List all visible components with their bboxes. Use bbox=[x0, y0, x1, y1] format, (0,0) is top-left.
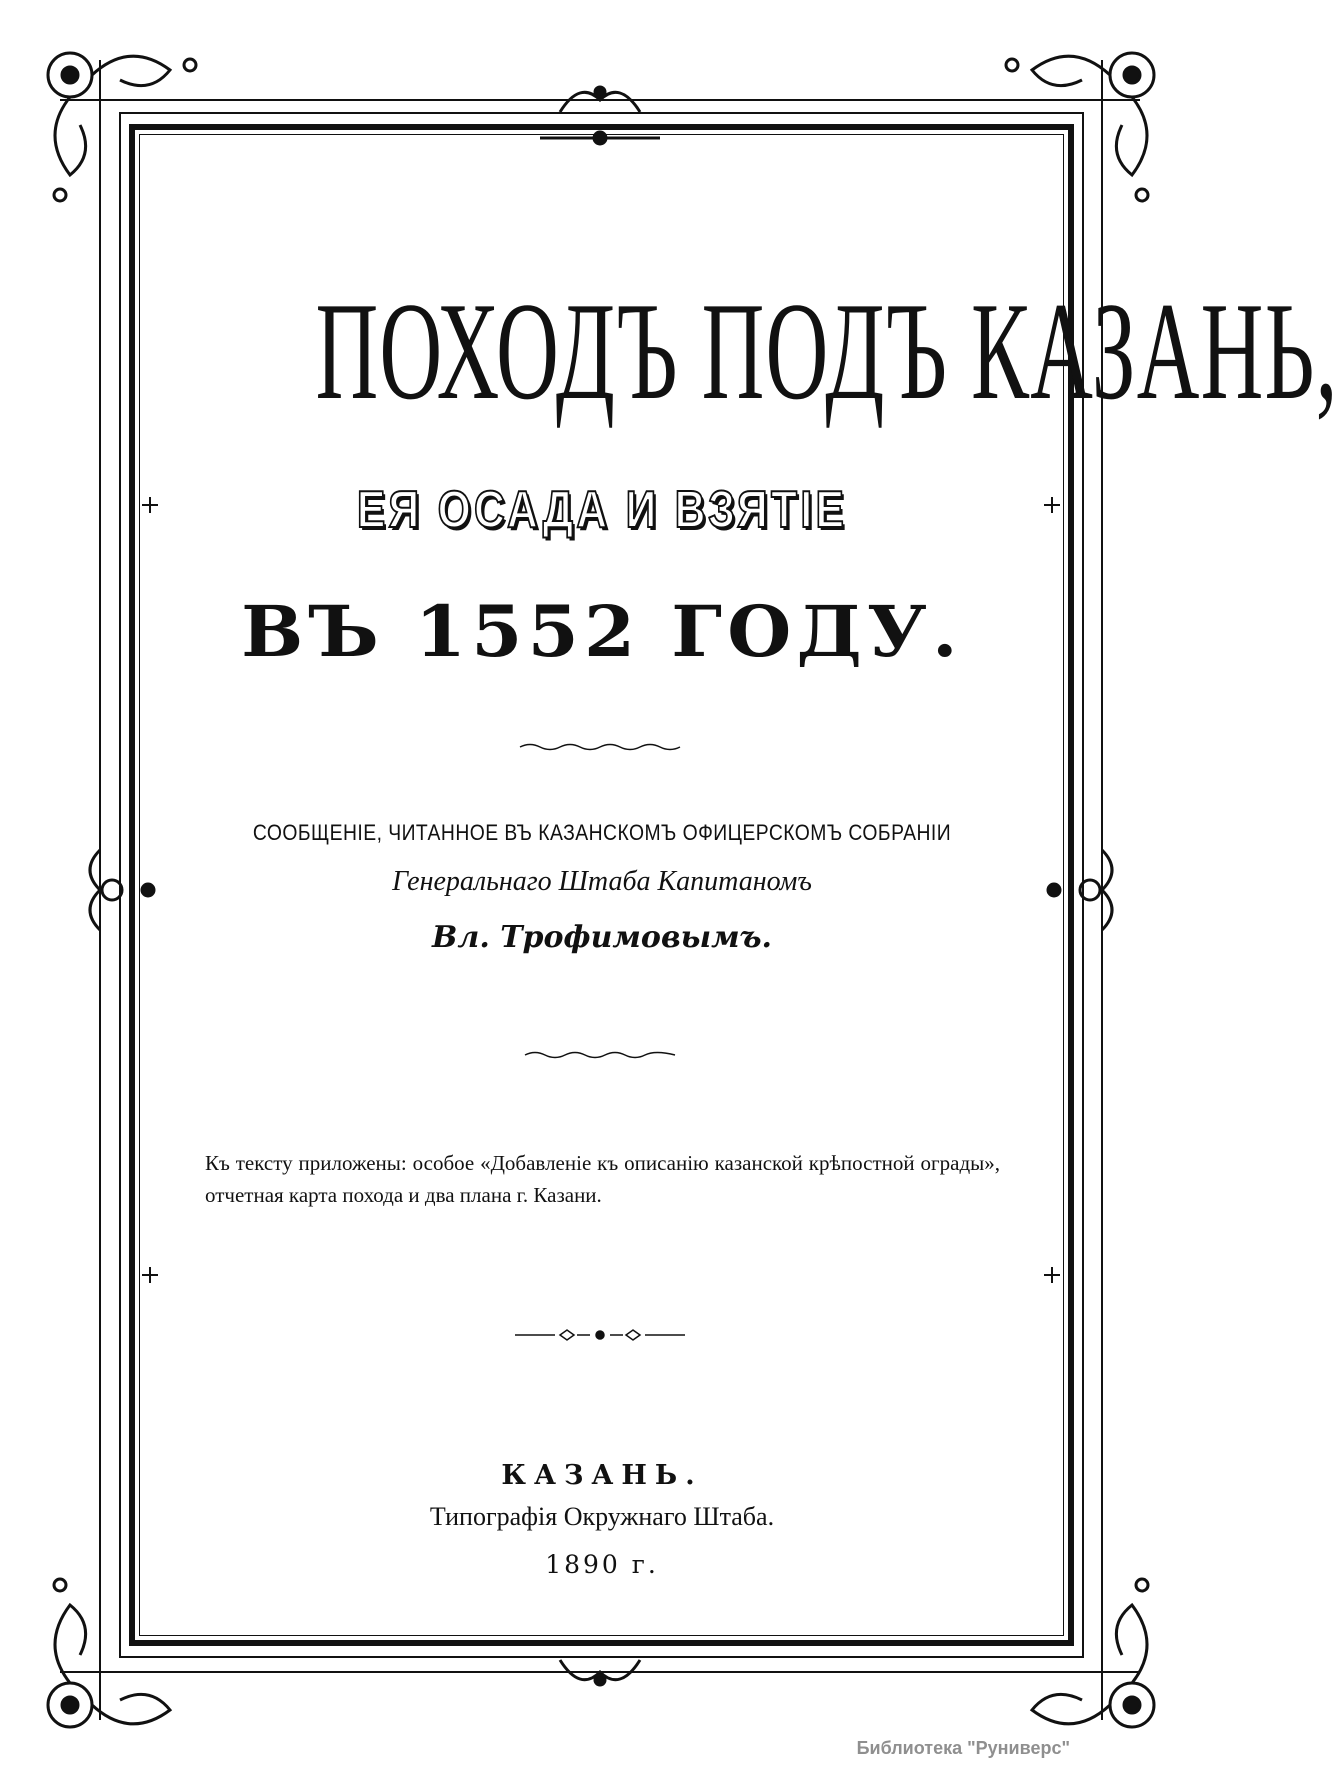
imprint-city: КАЗАНЬ. bbox=[501, 1460, 703, 1491]
author-name: Вл. Трофимовымъ. bbox=[432, 920, 772, 955]
divider-2 bbox=[525, 1050, 675, 1060]
appendix-note: Къ тексту приложены: особое «Добавленіе къ описанію казанской крѣпостной ограды», отчетная карта похода и два плана г. Казани. bbox=[205, 1151, 1000, 1207]
book-subtitle: ЕЯ ОСАДА И ВЗЯТІЕ bbox=[356, 481, 848, 539]
divider-1 bbox=[520, 742, 680, 752]
book-year-line: ВЪ 1552 ГОДУ. bbox=[241, 590, 963, 673]
book-title: ПОХОДЪ ПОДЪ КАЗАНЬ, bbox=[315, 274, 1339, 429]
report-line: СООБЩЕНІЕ, ЧИТАННОЕ ВЪ КАЗАНСКОМЪ ОФИЦЕРСКОМЪ СОБРАНІИ bbox=[252, 820, 952, 845]
corner-ornament-bottom-left bbox=[48, 1579, 170, 1727]
library-watermark: Библиотека "Руниверс" bbox=[856, 1738, 1070, 1758]
divider-3 bbox=[515, 1328, 685, 1342]
corner-ornament-bottom-right bbox=[1032, 1579, 1154, 1727]
corner-ornament-top-right bbox=[1006, 53, 1154, 201]
top-center-ornament bbox=[540, 87, 660, 144]
imprint-press: Типографія Окружнаго Штаба. bbox=[429, 1502, 775, 1531]
corner-ornament-top-left bbox=[48, 53, 196, 201]
imprint-year: 1890 г. bbox=[545, 1550, 659, 1579]
rank-line: Генеральнаго Штаба Капитаномъ bbox=[392, 866, 812, 897]
